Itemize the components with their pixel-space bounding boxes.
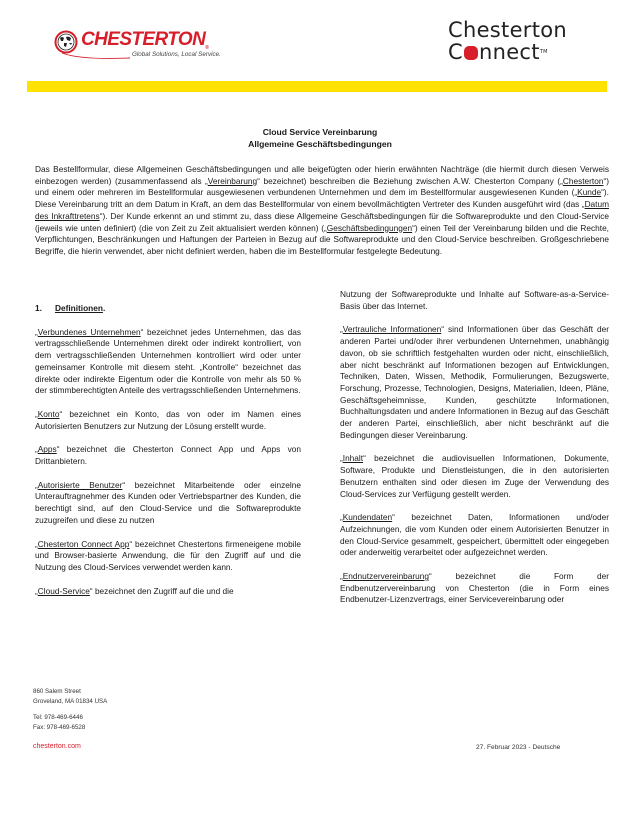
section-heading: 1. Definitionen.	[35, 303, 106, 313]
intro-paragraph: Das Bestellformular, diese Allgemeinen Geschäftsbedingungen und alle beigefügten oder hierin erwähnten Nachträge (die hiermit durch diesen Verweis einbezogen werden) (zusammenfassend als „Vereinbarung“ bezeichnet) beschreiben die Beziehung zwischen A.W. Chesterton Company („Chesterton“) und einem oder mehreren im Bestellformular ausgewiesenen verbundenen Unternehmen und dem im Bestellformular ausgewiesenen Kunden („Kunde“). Diese Vereinbarung tritt an dem Datum in Kraft, an dem das Bestellformular von einem bevollmächtigten Vertreter des Kunden ausgeführt wird (das „Datum des Inkrafttretens“). Der Kunde erkennt an und stimmt zu, dass diese Allgemeine Geschäftsbedingungen für die Softwareprodukte und den Cloud-Service (jeweils wie unten definiert) (die von Zeit zu Zeit aktualisiert werden können) („Geschäftsbedingungen“) einen Teil der Vereinbarung bilden und die Rechte, Verpflichtungen, Beschränkungen und Haftungen der Parteien in Bezug auf die Softwareprodukte und den Cloud-Service beschreiben. Großgeschriebene Begriffe, die hierin verwendet, aber nicht definiert werden, haben die im Bestellformular festgelegte Bedeutung.	[35, 164, 609, 256]
definition-item: „Cloud-Service“ bezeichnet den Zugriff auf die und die	[35, 585, 234, 596]
footer-address	[33, 687, 107, 732]
footer-tel: Tel: 978-469-6446	[33, 714, 83, 722]
term-kunde: Kunde	[577, 187, 602, 198]
footer-website-link[interactable]: chesterton.com	[33, 743, 81, 750]
footer-date-language: 27. Februar 2023 - Deutsche	[476, 744, 561, 751]
registered-mark: ®	[205, 45, 209, 51]
definition-item: „Apps“ bezeichnet die Chesterton Connect App und Apps von Drittanbietern.	[35, 444, 301, 467]
document-subtitle: Allgemeine Geschäftsbedingungen	[248, 139, 392, 149]
definition-item: „Konto“ bezeichnet ein Konto, das von oder im Namen eines Autorisierten Benutzers zur Nutzung der Lösung erstellt wurde.	[35, 408, 301, 431]
document-header	[0, 0, 640, 95]
right-column	[340, 289, 609, 618]
term-chesterton: Chesterton	[562, 175, 604, 186]
footer-city: Groveland, MA 01834 USA	[33, 697, 108, 705]
left-column	[35, 289, 301, 609]
footer-street: 860 Salem Street	[33, 688, 81, 695]
footer-fax: Fax: 978-469-6528	[33, 723, 86, 731]
header-accent-bar	[27, 81, 607, 92]
term-vereinbarung: Vereinbarung	[207, 175, 258, 186]
definition-item: „Vertrauliche Informationen“ sind Informationen über das Geschäft der anderen Partei und/oder ihrer verbundenen Unternehmen, unabhängig davon, ob sie schriftlich festgehalten wurden oder nicht, einschließlich, aber nicht beschränkt auf Informationen bezogen auf Entwicklungen, Techniken, Daten, Wissen, Methodik, Formulierungen, Bezugswerte, Forschung, Prozesse, Technologien, Designs, Materialien, Ideen, Pläne, Geschäftsgeheimnisse, Kunden, geschützte Informationen, Buchhaltungsdaten und andere Informationen in Bezug auf das Geschäft der anderen Partei, einschließlich, aber nicht beschränkt auf die Bedingungen dieser Vereinbarung.	[340, 324, 609, 440]
product-name-line1: Chesterton	[448, 18, 568, 42]
term-geschaeftsbedingungen: Geschäftsbedingungen	[326, 222, 413, 233]
definition-item: „Inhalt“ bezeichnet die audiovisuellen Informationen, Dokumente, Software, Produkte und Dienstleistungen, die in den autorisierten Benutzern enthalten sind oder diesen im Zuge der Verwendung des Cloud-Services zur Verfügung gestellt werden.	[340, 453, 609, 499]
connect-drop-icon	[464, 46, 478, 60]
trademark-mark: TM	[539, 49, 548, 55]
definition-item: „Endnutzervereinbarung“ bezeichnet die Form der Endbenutzervereinbarung von Chesterton (die in Form eines Endbenutzer-Lizenzvertrags, einer Servicevereinbarung oder	[340, 571, 609, 605]
tagline: Global Solutions, Local Service.	[132, 51, 221, 58]
definition-continuation: Nutzung der Softwareprodukte und Inhalte auf Software-as-a-Service-Basis über das Internet.	[340, 289, 609, 311]
definition-item: „Autorisierte Benutzer“ bezeichnet Mitarbeitende oder einzelne Unterauftragnehmer des Kunden oder Vertriebspartner des Kunden, die berechtigt sind, auf den Cloud-Service und die Softwareprodukte zuzugreifen und diese zu nutzen	[35, 479, 301, 525]
chesterton-logo	[54, 28, 224, 62]
brand-name: CHESTERTON	[81, 29, 206, 50]
definition-item: „Kundendaten“ bezeichnet Daten, Informationen und/oder Aufzeichnungen, die vom Kunden oder einem Autorisierten Benutzer in den Cloud-Service gesammelt, gespeichert, übermittelt oder eingegeben oder anderweitig verarbeitet oder aufgezeichnet werden.	[340, 512, 609, 558]
document-title-block	[0, 126, 640, 150]
globe-icon	[54, 30, 78, 54]
chesterton-connect-logo	[448, 19, 588, 63]
term-datum-inkrafttreten: Datum des Inkrafttretens	[35, 199, 609, 221]
product-name-line2: C nnect™	[448, 40, 548, 64]
document-title: Cloud Service Vereinbarung	[262, 127, 378, 137]
definition-item: „Chesterton Connect App“ bezeichnet Chestertons firmeneigene mobile und Browser-basierte Anwendung, die für den Zugriff auf und die Nutzung des Cloud-Services verwendet werden kann.	[35, 538, 301, 572]
definition-item: „Verbundenes Unternehmen“ bezeichnet jedes Unternehmen, das das vertragsschließende Unternehmen direkt oder indirekt kontrolliert, von dem vertragsschließenden Unternehmen kontrolliert wird oder unter gemeinsamer Kontrolle mit diesem steht. „Kontrolle“ bezeichnet das direkte oder indirekte Eigentum oder die Kontrolle von mehr als 50 % der stimmberechtigten Anteile des vertragsschließenden Unternehmens.	[35, 326, 301, 396]
